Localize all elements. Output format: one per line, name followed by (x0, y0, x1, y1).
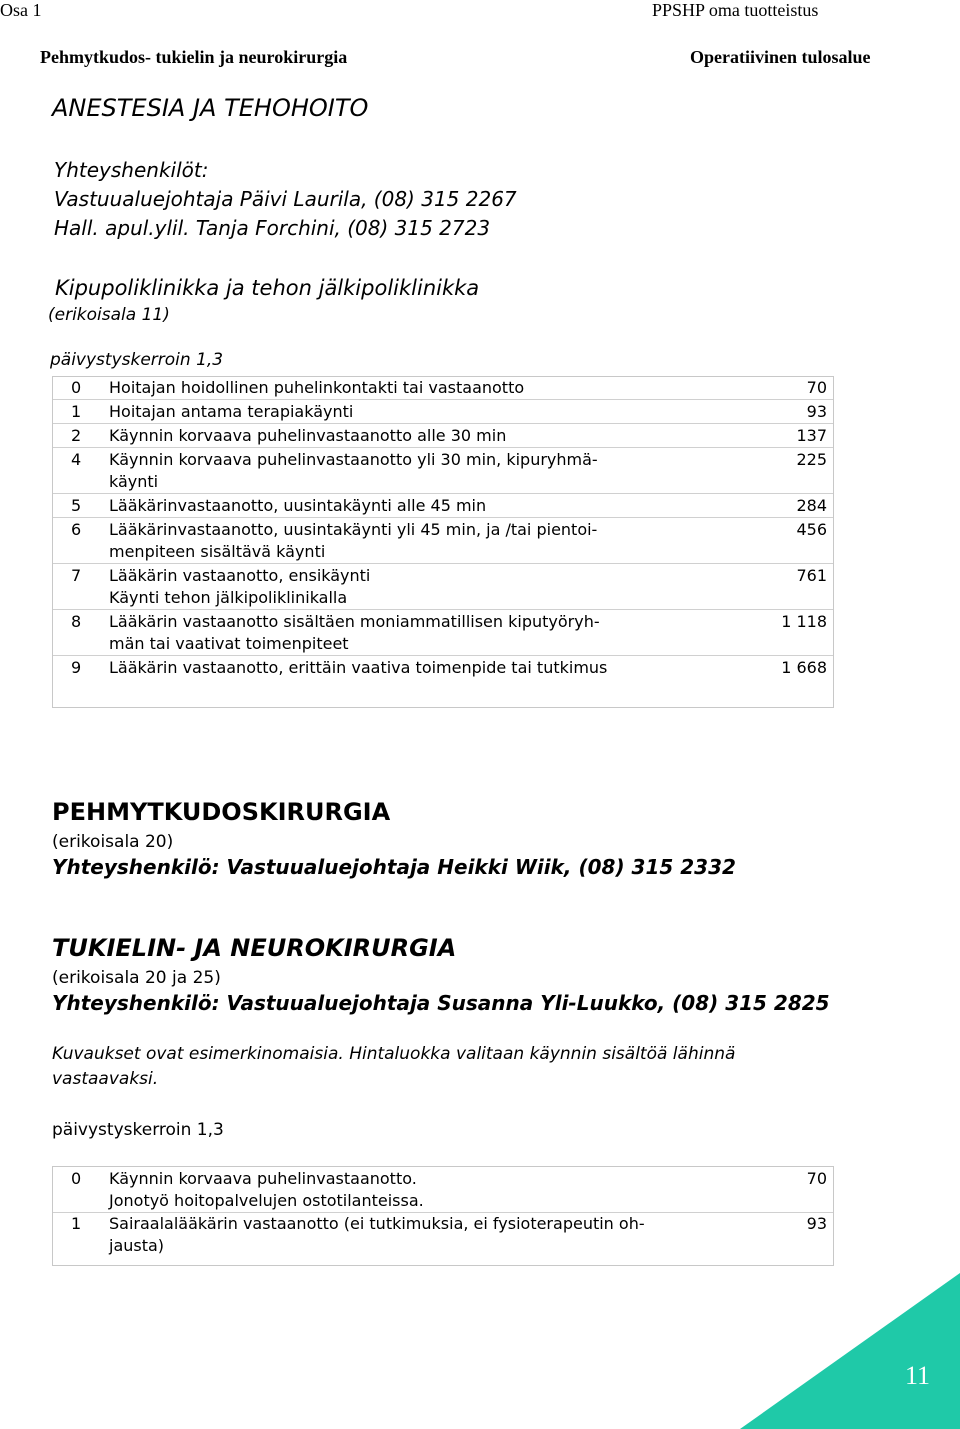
row-code: 9 (71, 658, 82, 677)
table-row (53, 657, 833, 679)
pehmyt-specialty: (erikoisala 20) (52, 832, 174, 852)
row-price: 137 (796, 426, 827, 445)
row-description (109, 425, 506, 447)
contacts-label: Yhteyshenkilöt: (54, 158, 209, 182)
row-description (109, 495, 486, 517)
area-label: Operatiivinen tulosalue (690, 47, 871, 67)
row-description-line: Hoitajan antama terapiakäynti (109, 402, 354, 421)
unit-label: Pehmytkudos- tukielin ja neurokirurgia (40, 47, 348, 67)
page-number: 11 (904, 1361, 930, 1390)
row-code: 7 (71, 566, 82, 585)
row-divider (53, 655, 833, 656)
price-table-anestesia (52, 376, 834, 708)
part-label: Osa 1 (0, 0, 42, 20)
pehmyt-title: PEHMYTKUDOSKIRURGIA (52, 798, 391, 826)
table-row (53, 449, 833, 493)
row-code: 2 (71, 426, 82, 445)
table-row (53, 377, 833, 399)
table-row (53, 565, 833, 609)
row-divider (53, 423, 833, 424)
row-description-line: Jonotyö hoitopalvelujen ostotilanteissa. (109, 1191, 424, 1210)
tukielin-multiplier: päivystyskerroin 1,3 (52, 1120, 224, 1140)
row-description (109, 519, 597, 563)
row-price: 761 (796, 566, 827, 585)
row-description-line: käynti (109, 472, 159, 491)
product-label: PPSHP oma tuotteistus (652, 0, 819, 20)
contact-line-1: Vastuualuejohtaja Päivi Laurila, (08) 315 2267 (54, 187, 517, 211)
corner-triangle (740, 1273, 960, 1429)
row-price: 1 668 (781, 658, 827, 677)
row-description-line: Käynti tehon jälkipoliklinikalla (109, 588, 348, 607)
clinic-title: Kipupoliklinikka ja tehon jälkipoliklinikka (55, 276, 480, 300)
row-price: 70 (806, 378, 827, 397)
row-description (109, 611, 600, 655)
row-price: 1 118 (781, 612, 827, 631)
row-divider (53, 493, 833, 494)
row-description-line: Hoitajan hoidollinen puhelinkontakti tai vastaanotto (109, 378, 525, 397)
row-description-line: Käynnin korvaava puhelinvastaanotto alle 30 min (109, 426, 507, 445)
row-divider (53, 399, 833, 400)
row-description (109, 565, 370, 609)
anestesia-title: ANESTESIA JA TEHOHOITO (52, 94, 369, 122)
row-code: 8 (71, 612, 82, 631)
multiplier-label: päivystyskerroin 1,3 (50, 350, 224, 370)
row-price: 456 (796, 520, 827, 539)
note-line-1: Kuvaukset ovat esimerkinomaisia. Hintaluokka valitaan käynnin sisältöä lähinnä (52, 1044, 736, 1064)
row-description-line: Lääkärin vastaanotto, ensikäynti (109, 566, 371, 585)
row-description (109, 449, 598, 493)
row-code: 0 (71, 378, 82, 397)
row-description-line: menpiteen sisältävä käynti (109, 542, 326, 561)
price-table-tukielin (52, 1166, 834, 1266)
specialty-label: (erikoisala 11) (48, 305, 170, 325)
row-description-line: Lääkärin vastaanotto, erittäin vaativa toimenpide tai tutkimus (109, 658, 608, 677)
row-code: 1 (71, 402, 82, 421)
note-line-2: vastaavaksi. (52, 1069, 159, 1089)
row-code: 1 (71, 1214, 82, 1233)
row-description-line: Lääkärinvastaanotto, uusintakäynti alle 45 min (109, 496, 487, 515)
table-row (53, 611, 833, 655)
row-description-line: Käynnin korvaava puhelinvastaanotto. (109, 1169, 417, 1188)
row-divider (53, 563, 833, 564)
row-description-line: jausta) (109, 1236, 165, 1255)
row-description-line: män tai vaativat toimenpiteet (109, 634, 349, 653)
row-description (109, 1168, 424, 1212)
row-description (109, 657, 607, 679)
row-code: 4 (71, 450, 82, 469)
row-price: 93 (806, 1214, 827, 1233)
pehmyt-contact: Yhteyshenkilö: Vastuualuejohtaja Heikki Wiik, (08) 315 2332 (52, 855, 736, 879)
row-code: 6 (71, 520, 82, 539)
row-divider (53, 447, 833, 448)
row-divider (53, 517, 833, 518)
table-row (53, 1168, 833, 1212)
row-code: 5 (71, 496, 82, 515)
row-description (109, 1213, 645, 1257)
table-row (53, 1213, 833, 1257)
table-row (53, 401, 833, 423)
row-description (109, 401, 353, 423)
row-price: 93 (806, 402, 827, 421)
row-price: 70 (806, 1169, 827, 1188)
table-row (53, 519, 833, 563)
contact-line-2: Hall. apul.ylil. Tanja Forchini, (08) 315 2723 (54, 216, 491, 240)
tukielin-title: TUKIELIN- JA NEUROKIRURGIA (52, 934, 457, 962)
row-description-line: Lääkärinvastaanotto, uusintakäynti yli 45 min, ja /tai pientoi- (109, 520, 598, 539)
tukielin-specialty: (erikoisala 20 ja 25) (52, 968, 221, 988)
row-description-line: Lääkärin vastaanotto sisältäen moniammatillisen kiputyöryh- (109, 612, 600, 631)
row-description (109, 377, 524, 399)
row-price: 225 (796, 450, 827, 469)
tukielin-contact: Yhteyshenkilö: Vastuualuejohtaja Susanna Yli-Luukko, (08) 315 2825 (52, 991, 830, 1015)
table-row (53, 425, 833, 447)
table-row (53, 495, 833, 517)
row-description-line: Käynnin korvaava puhelinvastaanotto yli 30 min, kipuryhmä- (109, 450, 598, 469)
row-price: 284 (796, 496, 827, 515)
row-description-line: Sairaalalääkärin vastaanotto (ei tutkimuksia, ei fysioterapeutin oh- (109, 1214, 645, 1233)
row-code: 0 (71, 1169, 82, 1188)
row-divider (53, 609, 833, 610)
